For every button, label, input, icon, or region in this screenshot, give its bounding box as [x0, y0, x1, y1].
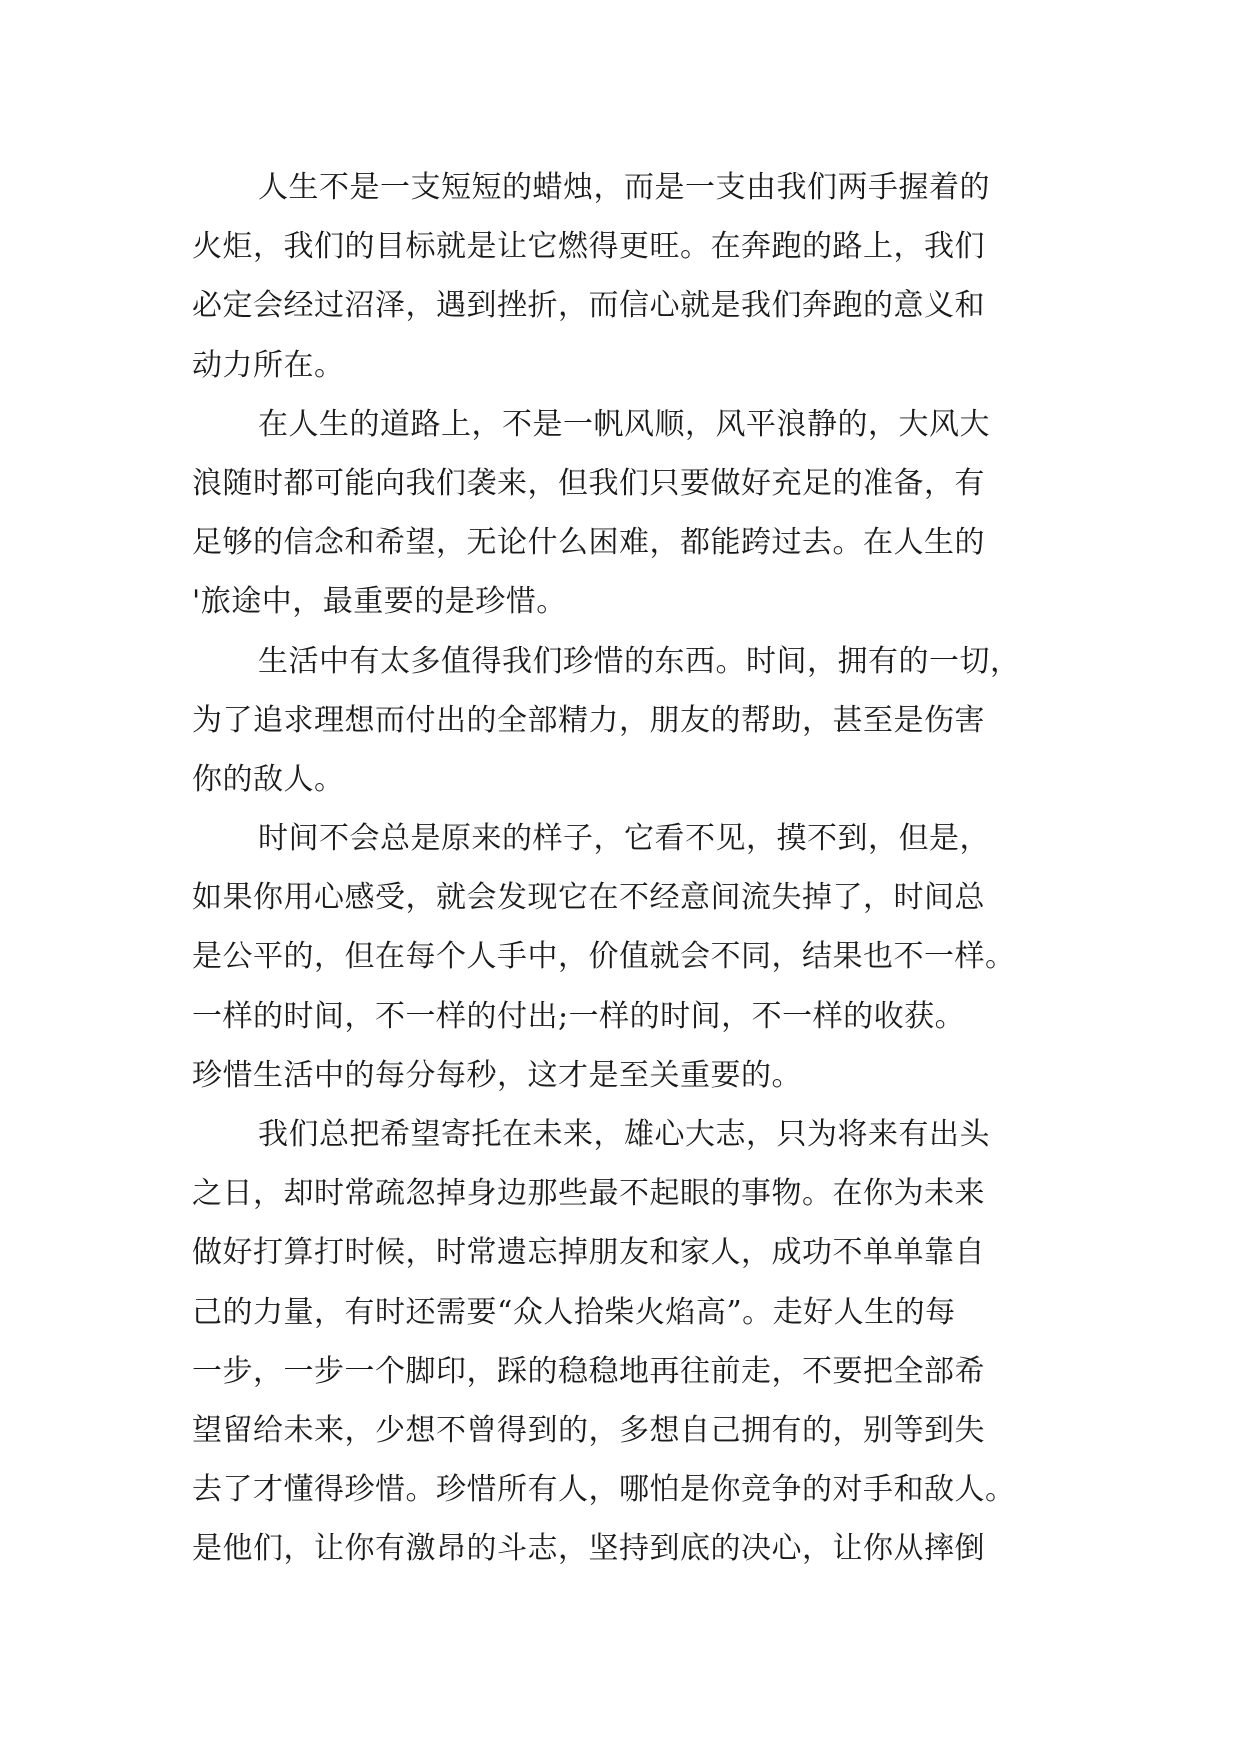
paragraph-1-line-2: 火炬，我们的目标就是让它燃得更旺。在奔跑的路上，我们: [192, 229, 985, 265]
paragraph-3-line-1: 生活中有太多值得我们珍惜的东西。时间，拥有的一切，: [258, 643, 1021, 679]
paragraph-3-line-3: 你的敌人。: [192, 761, 345, 797]
paragraph-1-line-3: 必定会经过沼泽，遇到挫折，而信心就是我们奔跑的意义和: [192, 288, 985, 324]
paragraph-1-line-4: 动力所在。: [192, 347, 345, 383]
paragraph-5-line-4: 己的力量，有时还需要“众人拾柴火焰高”。走好人生的每: [192, 1294, 956, 1330]
paragraph-4-line-4: 一样的时间，不一样的付出;一样的时间，不一样的收获。: [192, 998, 966, 1034]
paragraph-2-line-3: 足够的信念和希望，无论什么困难，都能跨过去。在人生的: [192, 525, 985, 561]
body-text: [192, 158, 1056, 1579]
paragraph-2-line-2: 浪随时都可能向我们袭来，但我们只要做好充足的准备，有: [192, 465, 985, 501]
paragraph-5-line-6: 望留给未来，少想不曾得到的，多想自己拥有的，别等到失: [192, 1412, 985, 1448]
paragraph-5-line-3: 做好打算打时候，时常遗忘掉朋友和家人，成功不单单靠自: [192, 1235, 985, 1271]
paragraph-3-line-2: 为了追求理想而付出的全部精力，朋友的帮助，甚至是伤害: [192, 702, 985, 738]
paragraph-5-line-8: 是他们，让你有激昂的斗志，坚持到底的决心，让你从摔倒: [192, 1531, 985, 1567]
paragraph-2-line-1: 在人生的道路上，不是一帆风顺，风平浪静的，大风大: [258, 406, 990, 442]
paragraph-1-line-1: 人生不是一支短短的蜡烛，而是一支由我们两手握着的: [258, 170, 990, 205]
paragraph-5-line-5: 一步，一步一个脚印，踩的稳稳地再往前走，不要把全部希: [192, 1353, 985, 1389]
paragraph-5-line-7: 去了才懂得珍惜。珍惜所有人，哪怕是你竞争的对手和敌人。: [192, 1472, 1016, 1508]
paragraph-5-line-1: 我们总把希望寄托在未来，雄心大志，只为将来有出头: [258, 1117, 990, 1152]
paragraph-4-line-2: 如果你用心感受，就会发现它在不经意间流失掉了，时间总: [192, 880, 985, 916]
paragraph-4-line-5: 珍惜生活中的每分每秒，这才是至关重要的。: [192, 1057, 802, 1093]
paragraph-2-line-4: '旅途中，最重要的是珍惜。: [192, 584, 567, 620]
paragraph-4-line-1: 时间不会总是原来的样子，它看不见，摸不到，但是，: [258, 821, 990, 857]
paragraph-5-line-2: 之日，却时常疏忽掉身边那些最不起眼的事物。在你为未来: [192, 1176, 985, 1212]
paragraph-4-line-3: 是公平的，但在每个人手中，价值就会不同，结果也不一样。: [192, 939, 1016, 975]
